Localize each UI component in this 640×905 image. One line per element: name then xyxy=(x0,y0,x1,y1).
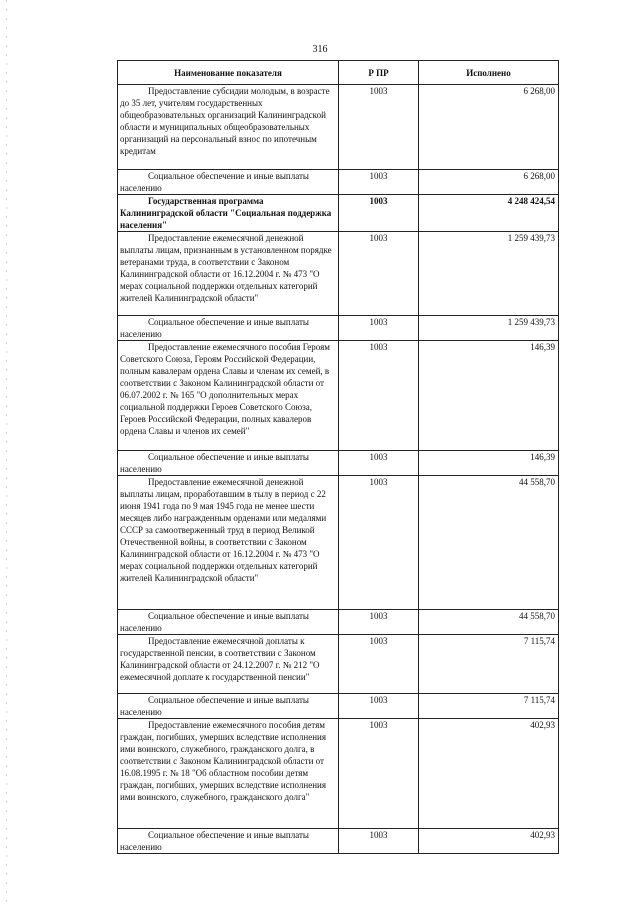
page-number: 316 xyxy=(312,44,328,55)
row-value: 1 259 439,73 xyxy=(419,232,559,316)
row-name: Социальное обеспечение и иные выплаты населению xyxy=(118,610,339,635)
table-row xyxy=(118,85,559,170)
table-row xyxy=(118,829,559,854)
row-code: 1003 xyxy=(339,85,419,170)
row-code: 1003 xyxy=(339,719,419,829)
row-code: 1003 xyxy=(339,316,419,341)
row-value: 6 268,00 xyxy=(419,85,559,170)
row-value: 1 259 439,73 xyxy=(419,316,559,341)
row-code: 1003 xyxy=(339,694,419,719)
table-header-row xyxy=(118,61,559,85)
table-row xyxy=(118,341,559,451)
table-row xyxy=(118,694,559,719)
table-row xyxy=(118,635,559,694)
row-code: 1003 xyxy=(339,829,419,854)
table-row xyxy=(118,232,559,316)
row-code: 1003 xyxy=(339,232,419,316)
header-section-code: Р ПР xyxy=(339,61,419,85)
row-value: 7 115,74 xyxy=(419,635,559,694)
row-value: 402,93 xyxy=(419,829,559,854)
row-name: Социальное обеспечение и иные выплаты населению xyxy=(118,451,339,476)
row-name: Предоставление ежемесячной доплаты к государственной пенсии, в соответствии с Законом Калининградской области от 24.12.2007 г. № 212 "О ежемесячной доплате к государственной пенсии" xyxy=(118,635,339,694)
row-code: 1003 xyxy=(339,341,419,451)
table-row xyxy=(118,719,559,829)
table-row xyxy=(118,195,559,232)
budget-table xyxy=(117,60,559,854)
row-value: 6 268,00 xyxy=(419,170,559,195)
row-name: Социальное обеспечение и иные выплаты населению xyxy=(118,316,339,341)
row-code: 1003 xyxy=(339,170,419,195)
row-name: Предоставление ежемесячной денежной выплаты лицам, проработавшим в тылу в период с 22 июня 1941 года по 9 мая 1945 года не менее шести месяцев либо награжденным орденами или медалями СССР за самоотверженный труд в период Великой Отечественной войны, в соответствии с Законом Калининградской области от 16.12.2004 г. № 473 "О мерах социальной поддержки отдельных категорий жителей Калининградской области" xyxy=(118,476,339,610)
row-name: Предоставление субсидии молодым, в возрасте до 35 лет, учителям государственных общеобразовательных организаций Калининградской области и муниципальных общеобразовательных организаций на персональный взнос по ипотечным кредитам xyxy=(118,85,339,170)
row-code: 1003 xyxy=(339,610,419,635)
row-name: Социальное обеспечение и иные выплаты населению xyxy=(118,694,339,719)
row-code: 1003 xyxy=(339,635,419,694)
row-code: 1003 xyxy=(339,451,419,476)
row-value: 4 248 424,54 xyxy=(419,195,559,232)
row-value: 146,39 xyxy=(419,341,559,451)
scan-edge-marks xyxy=(6,0,7,905)
row-name: Государственная программа Калининградской области "Социальная поддержка населения" xyxy=(118,195,339,232)
row-value: 7 115,74 xyxy=(419,694,559,719)
table-row xyxy=(118,316,559,341)
row-name: Предоставление ежемесячного пособия детям граждан, погибших, умерших вследствие исполнения ими воинского, служебного, гражданского долга, в соответствии с Законом Калининградской области от 16.08.1995 г. № 18 "Об областном пособии детям граждан, погибших, умерших вследствие исполнения ими воинского, служебного, гражданского долга" xyxy=(118,719,339,829)
header-executed: Исполнено xyxy=(419,61,559,85)
table-row xyxy=(118,476,559,610)
row-value: 402,93 xyxy=(419,719,559,829)
row-code: 1003 xyxy=(339,195,419,232)
row-name: Социальное обеспечение и иные выплаты населению xyxy=(118,829,339,854)
table-row xyxy=(118,451,559,476)
row-value: 44 558,70 xyxy=(419,476,559,610)
row-name: Предоставление ежемесячного пособия Героям Советского Союза, Героям Российской Федерации, полным кавалерам ордена Славы и членам их семей, в соответствии с Законом Калининградской области от 06.07.2002 г. № 165 "О дополнительных мерах социальной поддержки Героев Советского Союза, Героев Российской Федерации, полных кавалеров ордена Славы и членов их семей" xyxy=(118,341,339,451)
row-name: Социальное обеспечение и иные выплаты населению xyxy=(118,170,339,195)
row-code: 1003 xyxy=(339,476,419,610)
table-row xyxy=(118,610,559,635)
row-value: 146,39 xyxy=(419,451,559,476)
table-row xyxy=(118,170,559,195)
row-name: Предоставление ежемесячной денежной выплаты лицам, признанным в установленном порядке ветеранами труда, в соответствии с Законом Калининградской области от 16.12.2004 г. № 473 "О мерах социальной поддержки отдельных категорий жителей Калининградской области" xyxy=(118,232,339,316)
row-value: 44 558,70 xyxy=(419,610,559,635)
header-indicator-name: Наименование показателя xyxy=(118,61,339,85)
